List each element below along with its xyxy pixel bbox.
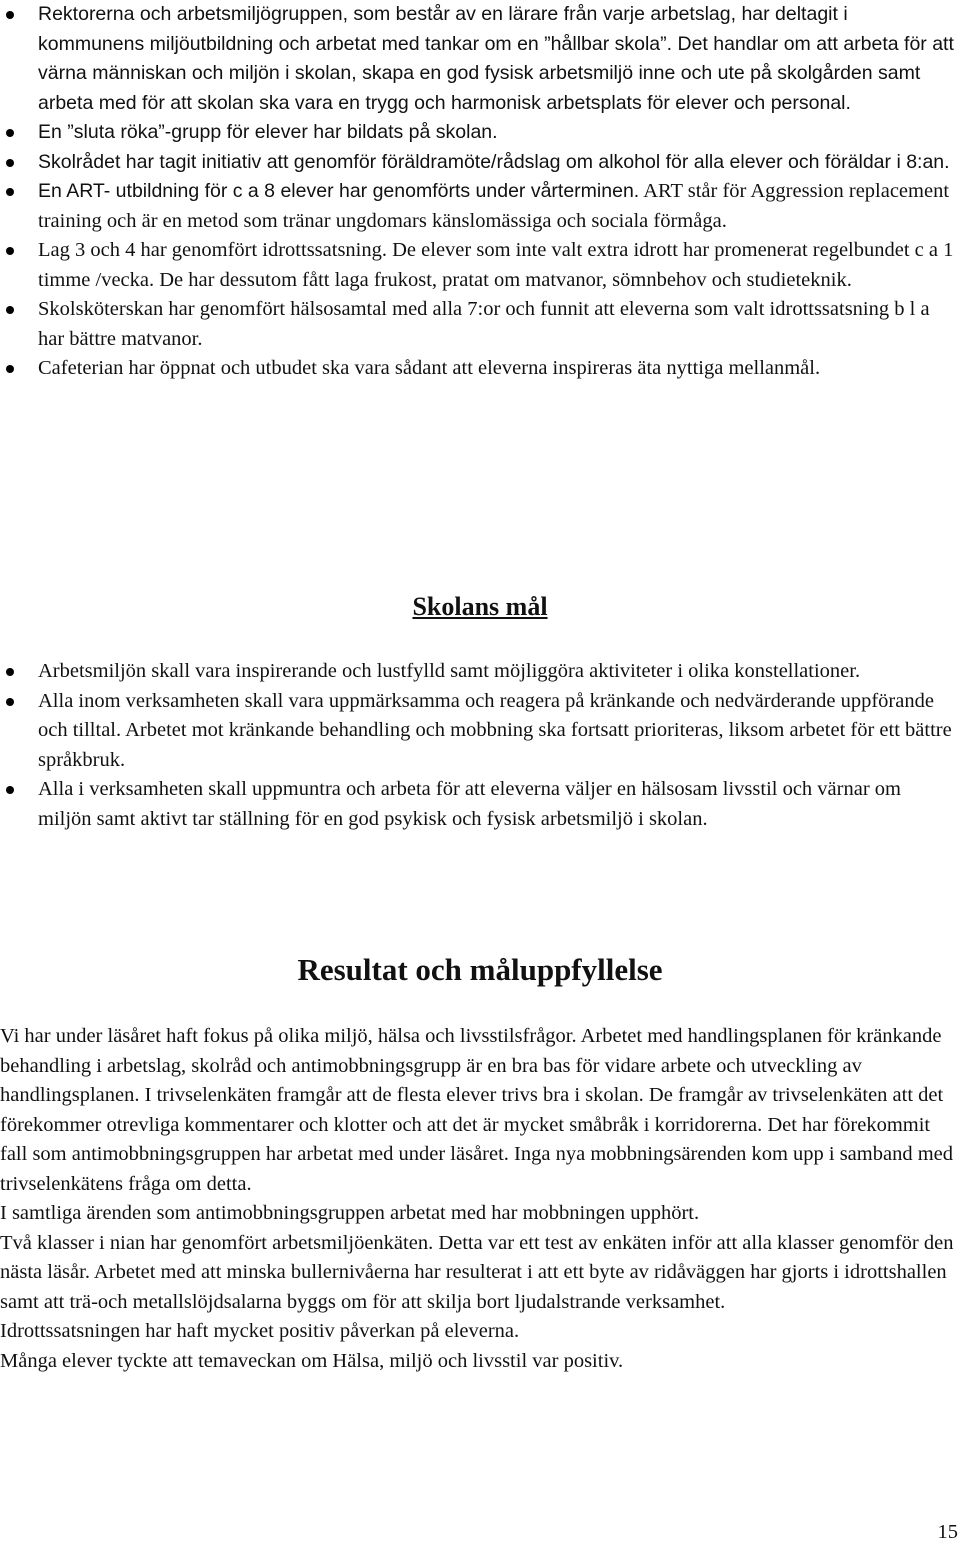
list-item-text: Rektorerna och arbetsmiljögruppen, som består av en lärare från varje arbetslag, har deltagit i kommunens miljöutbildning och arbetat med tankar om en ”hållbar skola”. Det handlar om att arbeta för att värna människan och miljön i skolan, skapa en god fysisk arbetsmiljö inne och ute på skolgården samt arbeta med för att skolan ska vara en trygg och harmonisk arbetsplats för elever och personal. [38, 3, 954, 114]
activities-list [0, 0, 955, 384]
bullet-icon [6, 188, 14, 196]
list-item-text: Skolrådet har tagit initiativ att genomför föräldramöte/rådslag om alkohol för alla elever och föräldar i 8:an. [38, 150, 950, 173]
list-item-text: En ”sluta röka”-grupp för elever har bildats på skolan. [38, 121, 498, 143]
page-number: 15 [937, 1521, 958, 1543]
goal-bullet-item [0, 687, 955, 776]
activity-bullet-item [0, 118, 955, 148]
list-item-text: Arbetsmiljön skall vara inspirerande och lustfylld samt möjliggöra aktiviteter i olika konstellationer. [38, 660, 861, 682]
results-body [0, 1022, 958, 1376]
bullet-icon [6, 129, 14, 137]
activity-bullet-item [0, 177, 955, 236]
section-heading-goals [0, 592, 960, 622]
goals-list [0, 657, 955, 834]
results-paragraph: I samtliga ärenden som antimobbningsgruppen arbetat med har mobbningen upphört. [0, 1202, 700, 1224]
bullet-icon [6, 247, 14, 255]
results-paragraph: Många elever tyckte att temaveckan om Hälsa, miljö och livsstil var positiv. [0, 1349, 624, 1372]
bullet-icon [6, 11, 14, 19]
list-item-text: Cafeterian har öppnat och utbudet ska vara sådant att eleverna inspireras äta nyttiga mellanmål. [38, 357, 821, 379]
section-heading-goals-text: Skolans mål [412, 592, 548, 621]
section-heading-results: Resultat och måluppfyllelse [297, 952, 663, 987]
list-item-text: ART står för Aggression replacement training och är en metod som tränar ungdomars känslomässiga och sociala förmåga. [38, 180, 950, 232]
goal-bullet-item [0, 657, 955, 687]
list-item-text: Alla i verksamheten skall uppmuntra och arbeta för att eleverna väljer en hälsosam livsstil och värnar om miljön samt aktivt tar ställning för en god psykisk och fysisk arbetsmiljö i skolan. [38, 778, 901, 830]
activity-bullet-item [0, 236, 955, 295]
bullet-icon [6, 668, 14, 676]
list-item-text: Skolsköterskan har genomfört hälsosamtal med alla 7:or och funnit att eleverna som valt idrottssatsning b l a har bättre matvanor. [38, 298, 930, 350]
activity-bullet-item [0, 354, 955, 384]
list-item-text: Lag 3 och 4 har genomfört idrottssatsning. De elever som inte valt extra idrott har promenerat regelbundet c a 1 timme /vecka. De har dessutom fått laga frukost, pratat om matvanor, sömnbehov och studieteknik. [38, 239, 954, 291]
activity-bullet-item [0, 0, 955, 118]
activity-bullet-item [0, 148, 955, 178]
results-paragraph: Vi har under läsåret haft fokus på olika miljö, hälsa och livsstilsfrågor. Arbetet med handlingsplanen för kränkande behandling i arbetslag, skolråd och antimobbningsgrupp är en bra bas för vidare arbete och utveckling av handlingsplanen. I trivselenkäten framgår att de flesta elever trivs bra i skolan. De framgår av trivselenkäten att det förekommer otrevliga kommentarer och klotter och att det är mycket småbråk i korridorerna. Det har förekommit fall som antimobbningsgruppen har arbetat med under läsåret. Inga nya mobbningsärenden kom upp i samband med trivselenkätens fråga om detta. [0, 1025, 953, 1195]
results-paragraph: Idrottssatsningen har haft mycket positiv påverkan på eleverna. [0, 1320, 520, 1342]
bullet-icon [6, 159, 14, 167]
goal-bullet-item [0, 775, 955, 834]
bullet-icon [6, 786, 14, 794]
bullet-icon [6, 306, 14, 314]
list-item-text: En ART- utbildning för c a 8 elever har genomförts under vårterminen. [38, 180, 640, 202]
bullet-icon [6, 365, 14, 373]
list-item-text: Alla inom verksamheten skall vara uppmärksamma och reagera på kränkande och nedvärderande uppförande och tilltal. Arbetet mot kränkande behandling och mobbning ska fortsatt prioriteras, liksom arbetet för ett bättre språkbruk. [38, 689, 952, 771]
bullet-icon [6, 698, 14, 706]
results-paragraph: Två klasser i nian har genomfört arbetsmiljöenkäten. Detta var ett test av enkäten inför att alla klasser genomför den nästa läsår. Arbetet med att minska bullernivåerna har resulterat i att ett byte av ridåväggen har gjorts i idrottshallen samt att trä-och metallslöjdsalarna byggs om för att skilja bort ljudalstrande verksamhet. [0, 1231, 954, 1313]
activity-bullet-item [0, 295, 955, 354]
